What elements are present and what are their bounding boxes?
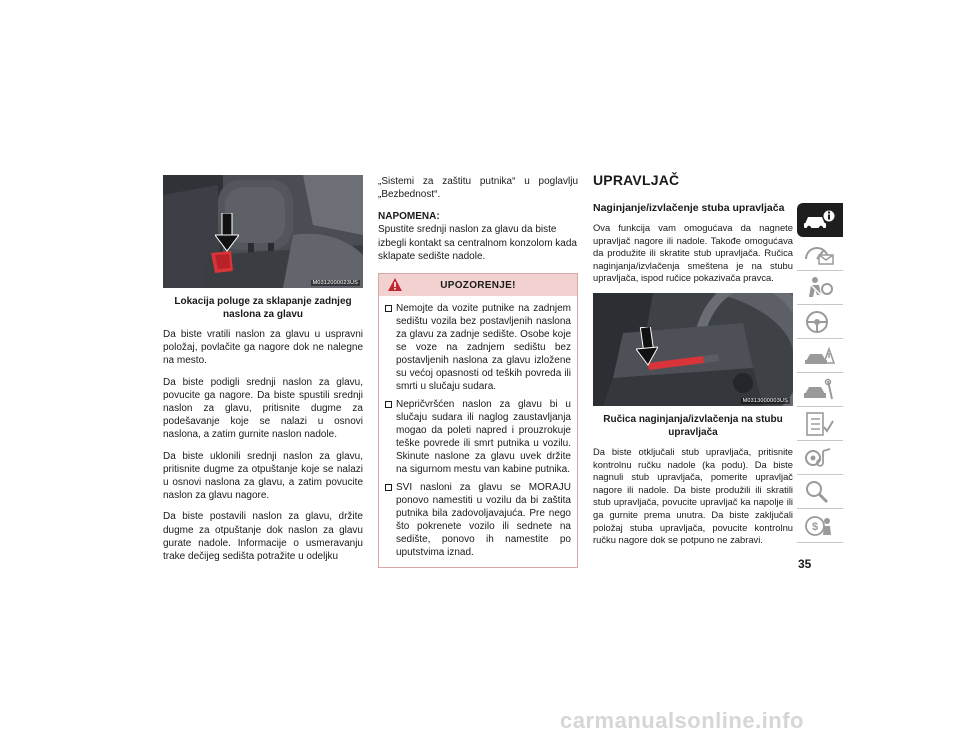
photo-caption: Ručica naginjanja/izvlačenja na stubu upravljača [603,413,783,438]
tab-multimedia[interactable] [797,441,843,475]
rear-headrest-lever-photo [163,175,363,288]
steering-column-illustration [593,293,793,406]
svg-text:$: $ [811,520,819,533]
checkbox-bullet-icon [385,401,392,408]
tab-starting-operating[interactable] [797,305,843,339]
warning-title: UPOZORENJE! [440,279,516,291]
warning-text: Nemojte da vozite putnike na zadnjem sedištu vozila bez postavljenih naslona za glavu za zadnje sedište. Osobe koje se voze na zadnjem sedištu bez postavljenih naslona za glavu izložene su većoj opasnosti od teških povreda ili smrti u slučaju sudara. [396,303,571,393]
tab-emergencies[interactable] [797,339,843,373]
photo-caption: Lokacija poluge za sklapanje zadnjeg naslona za glavu [174,296,352,320]
warning-text: SVI nasloni za glavu se MORAJU ponovo namestiti u vozilu da bi zaštita putnika bila zadovoljavajuća. Pre nego što pokrenete vozilo ili sednete na sedište, ponovo ih namestite po uputstvima iznad. [396,482,571,559]
paragraph: Da biste uklonili srednji naslon za glavu, pritisnite dugme za otpuštanje koje se nalazi u osnovi naslona za glavu, a zatim povucite naslon za glavu nagore. [163,450,363,502]
steering-wheel-icon [803,309,835,335]
checkbox-bullet-icon [385,484,392,491]
customer-assistance-icon [803,513,835,539]
sub-title: Naginjanje/izvlačenje stuba upravljača [593,202,785,214]
safety-airbag-icon [803,275,835,301]
dashboard-message-icon [803,241,835,267]
warning-item [385,481,571,559]
photo-code: M0313000003US [742,397,788,404]
note-title: NAPOMENA: [378,211,440,223]
page-number: 35 [798,557,812,571]
tab-dashboard-messages[interactable] [797,237,843,271]
warning-text: Nepričvršćen naslon za glavu bi u slučaju sudara ili naglog zaustavljanja mogao da poleti napred i prouzrokuje teške povrede ili smrt putnika u vozilu. Skinute naslone za glavu uvek držite na sigurnom mestu van kabine putnika. [396,399,571,476]
note-text: Spustite srednji naslon za glavu da biste izbegli kontakt sa centralnom konzolom kada sklapate sedište nadole. [378,224,577,262]
warning-triangle-icon [387,277,403,292]
tab-specifications[interactable] [797,407,843,441]
multimedia-icon [803,445,835,471]
paragraph: Da biste postavili naslon za glavu, držite dugme za otpuštanje dok naslon za glavu gurate nadole. Informacije o usmeravanju trake dečijeg sedišta potražite u odeljku [163,511,363,563]
photo-code: M0312000023US [312,280,358,286]
checklist-specs-icon [803,411,835,437]
arrow-down-icon [636,327,658,367]
steering-column-lever-photo [593,293,793,406]
warning-item [385,398,571,476]
paragraph: „Sistemi za zaštitu putnika“ u poglavlju „Bezbednost“. [378,176,578,201]
column-middle [378,175,578,568]
column-right [593,172,793,555]
warning-box [378,273,578,568]
arrow-down-icon [215,213,239,253]
headrest-illustration [163,175,363,288]
tab-customer-assistance[interactable] [797,509,843,543]
chapter-tabs [797,203,843,543]
paragraph: Da biste vratili naslon za glavu u uspravni položaj, povlačite ga nagore dok ne nalegne na mesto. [163,329,363,367]
tab-index[interactable] [797,475,843,509]
tab-safety[interactable] [797,271,843,305]
paragraph: Da biste podigli srednji naslon za glavu, povucite ga nagore. Da biste spustili srednji naslon za glavu, pritisnite dugme za podešavanje koje se nalazi u osnovi naslona, a zatim gurnite naslon nadole. [163,376,363,441]
emergency-road-icon [803,343,835,369]
paragraph: Da biste otključali stub upravljača, pritisnite kontrolnu ručku nadole (ka podu). Da biste nagnuli stub upravljača, pomerite upravljač nagore ili nadole. Da biste produžili ili skratili stub upravljača, povucite upravljač ka napolje ili ga gurnite prema unutra. Da biste zaključali položaj stuba upravljača, povucite kontrolnu ručku nagore dok se potpuno ne zabravi. [593,445,793,546]
vehicle-service-icon [803,377,835,403]
warning-header [379,274,577,296]
index-search-icon [803,479,835,505]
section-title: UPRAVLJAČ [593,172,680,188]
paragraph: Ova funkcija vam omogućava da nagnete upravljač nagore ili nadole. Takođe omogućava da produžite ili skratite stub upravljača. Ručica naginjanja/izvlačenja smeštena je na stubu upravljača, ispod ručice pokazivača pravca. [593,222,793,284]
column-left [163,175,363,571]
tab-vehicle-info[interactable] [797,203,843,237]
warning-body [379,296,577,567]
checkbox-bullet-icon [385,305,392,312]
warning-item [385,302,571,393]
vehicle-info-icon [803,208,835,232]
watermark[interactable]: carmanualsonline.info [560,708,804,733]
tab-servicing[interactable] [797,373,843,407]
